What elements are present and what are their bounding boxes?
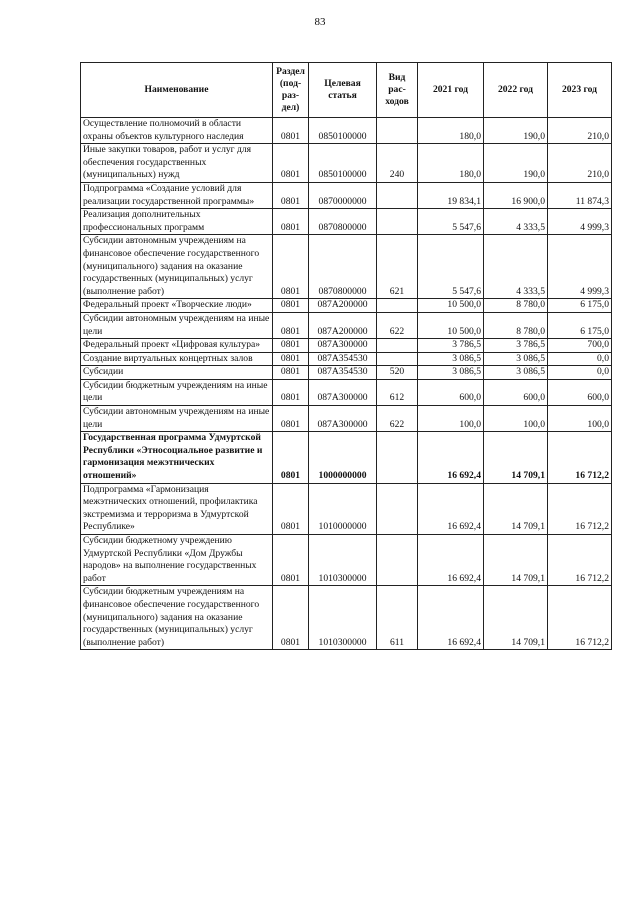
cell-name: Федеральный проект «Творческие люди» <box>81 299 273 313</box>
cell-target: 087A200000 <box>309 299 377 313</box>
cell-2023: 100,0 <box>548 406 612 432</box>
cell-kind <box>377 339 418 353</box>
table-header-row <box>81 63 612 118</box>
cell-2021: 180,0 <box>418 144 484 183</box>
cell-2023: 700,0 <box>548 339 612 353</box>
cell-target: 087A354530 <box>309 352 377 366</box>
cell-2021: 10 500,0 <box>418 312 484 338</box>
cell-target: 0850100000 <box>309 118 377 144</box>
cell-target: 1000000000 <box>309 432 377 483</box>
cell-2023: 16 712,2 <box>548 586 612 650</box>
cell-name: Подпрограмма «Создание условий для реализации государственной программы» <box>81 182 273 208</box>
cell-section: 0801 <box>273 379 309 405</box>
cell-name: Субсидии бюджетному учреждению Удмуртской Республики «Дом Дружбы народов» на выполнение государственных работ <box>81 535 273 586</box>
cell-2021: 5 547,6 <box>418 235 484 299</box>
cell-2021: 5 547,6 <box>418 209 484 235</box>
table-row <box>81 339 612 353</box>
cell-section: 0801 <box>273 299 309 313</box>
cell-section: 0801 <box>273 144 309 183</box>
cell-2021: 3 086,5 <box>418 352 484 366</box>
cell-2023: 4 999,3 <box>548 235 612 299</box>
cell-2023: 16 712,2 <box>548 535 612 586</box>
cell-kind: 622 <box>377 312 418 338</box>
cell-name: Субсидии автономным учреждениям на иные цели <box>81 312 273 338</box>
cell-2023: 16 712,2 <box>548 432 612 483</box>
cell-name: Осуществление полномочий в области охраны объектов культурного наследия <box>81 118 273 144</box>
cell-target: 0870800000 <box>309 209 377 235</box>
cell-2022: 14 709,1 <box>484 535 548 586</box>
table-row <box>81 209 612 235</box>
cell-2021: 16 692,4 <box>418 432 484 483</box>
header-kind: Вид рас-ходов <box>377 63 418 118</box>
table-row <box>81 432 612 483</box>
cell-target: 0870800000 <box>309 235 377 299</box>
cell-kind: 240 <box>377 144 418 183</box>
table-row <box>81 483 612 534</box>
table-row <box>81 118 612 144</box>
cell-section: 0801 <box>273 118 309 144</box>
table-row <box>81 144 612 183</box>
cell-2022: 3 786,5 <box>484 339 548 353</box>
cell-2022: 100,0 <box>484 406 548 432</box>
cell-name: Иные закупки товаров, работ и услуг для обеспечения государственных (муниципальных) нужд <box>81 144 273 183</box>
cell-2023: 0,0 <box>548 366 612 380</box>
cell-kind <box>377 182 418 208</box>
cell-2021: 100,0 <box>418 406 484 432</box>
cell-kind: 612 <box>377 379 418 405</box>
cell-target: 1010300000 <box>309 535 377 586</box>
cell-kind <box>377 118 418 144</box>
cell-2022: 14 709,1 <box>484 432 548 483</box>
cell-target: 087A300000 <box>309 406 377 432</box>
cell-2021: 600,0 <box>418 379 484 405</box>
cell-section: 0801 <box>273 209 309 235</box>
cell-section: 0801 <box>273 483 309 534</box>
cell-2023: 210,0 <box>548 118 612 144</box>
table-row <box>81 406 612 432</box>
cell-section: 0801 <box>273 406 309 432</box>
header-2021: 2021 год <box>418 63 484 118</box>
cell-name: Субсидии автономным учреждениям на финансовое обеспечение государственного (муниципального) задания на оказание государственных (муниципальных) услуг (выполнение работ) <box>81 235 273 299</box>
cell-section: 0801 <box>273 586 309 650</box>
header-2022: 2022 год <box>484 63 548 118</box>
cell-section: 0801 <box>273 352 309 366</box>
cell-2022: 190,0 <box>484 118 548 144</box>
cell-target: 087A200000 <box>309 312 377 338</box>
table-row <box>81 366 612 380</box>
cell-2022: 16 900,0 <box>484 182 548 208</box>
table-row <box>81 586 612 650</box>
cell-2023: 4 999,3 <box>548 209 612 235</box>
cell-kind: 621 <box>377 235 418 299</box>
cell-2022: 190,0 <box>484 144 548 183</box>
cell-2021: 3 086,5 <box>418 366 484 380</box>
cell-2021: 16 692,4 <box>418 483 484 534</box>
table-row <box>81 235 612 299</box>
cell-target: 087A300000 <box>309 339 377 353</box>
table-row <box>81 352 612 366</box>
cell-2023: 0,0 <box>548 352 612 366</box>
cell-kind: 622 <box>377 406 418 432</box>
cell-2023: 16 712,2 <box>548 483 612 534</box>
cell-2022: 3 086,5 <box>484 352 548 366</box>
cell-2022: 4 333,5 <box>484 235 548 299</box>
cell-2022: 8 780,0 <box>484 299 548 313</box>
page-number: 83 <box>314 16 326 28</box>
cell-2022: 14 709,1 <box>484 483 548 534</box>
cell-2021: 3 786,5 <box>418 339 484 353</box>
cell-section: 0801 <box>273 535 309 586</box>
cell-kind <box>377 535 418 586</box>
table-row <box>81 182 612 208</box>
cell-kind <box>377 352 418 366</box>
cell-2022: 4 333,5 <box>484 209 548 235</box>
cell-kind: 520 <box>377 366 418 380</box>
cell-name: Создание виртуальных концертных залов <box>81 352 273 366</box>
cell-target: 1010300000 <box>309 586 377 650</box>
cell-name: Федеральный проект «Цифровая культура» <box>81 339 273 353</box>
cell-name: Реализация дополнительных профессиональных программ <box>81 209 273 235</box>
cell-section: 0801 <box>273 312 309 338</box>
header-target: Целевая статья <box>309 63 377 118</box>
cell-name: Подпрограмма «Гармонизация межэтнических отношений, профилактика экстремизма и терроризма в Удмуртской Республике» <box>81 483 273 534</box>
cell-kind <box>377 432 418 483</box>
cell-target: 087A300000 <box>309 379 377 405</box>
cell-kind <box>377 209 418 235</box>
cell-name: Субсидии автономным учреждениям на иные цели <box>81 406 273 432</box>
table-row <box>81 299 612 313</box>
cell-2021: 16 692,4 <box>418 586 484 650</box>
cell-2022: 8 780,0 <box>484 312 548 338</box>
cell-name: Государственная программа Удмуртской Республики «Этносоциальное развитие и гармонизация межэтнических отношений» <box>81 432 273 483</box>
cell-2023: 6 175,0 <box>548 312 612 338</box>
cell-target: 1010000000 <box>309 483 377 534</box>
cell-kind <box>377 483 418 534</box>
cell-section: 0801 <box>273 182 309 208</box>
table-row <box>81 535 612 586</box>
cell-kind: 611 <box>377 586 418 650</box>
cell-section: 0801 <box>273 235 309 299</box>
cell-section: 0801 <box>273 339 309 353</box>
cell-name: Субсидии бюджетным учреждениям на финансовое обеспечение государственного (муниципального) задания на оказание государственных (муниципальных) услуг (выполнение работ) <box>81 586 273 650</box>
cell-target: 0870000000 <box>309 182 377 208</box>
cell-2023: 6 175,0 <box>548 299 612 313</box>
cell-2023: 11 874,3 <box>548 182 612 208</box>
header-2023: 2023 год <box>548 63 612 118</box>
cell-2021: 180,0 <box>418 118 484 144</box>
cell-2023: 600,0 <box>548 379 612 405</box>
cell-2021: 10 500,0 <box>418 299 484 313</box>
budget-table <box>80 62 612 650</box>
cell-2021: 16 692,4 <box>418 535 484 586</box>
cell-2023: 210,0 <box>548 144 612 183</box>
cell-section: 0801 <box>273 366 309 380</box>
cell-2021: 19 834,1 <box>418 182 484 208</box>
cell-2022: 3 086,5 <box>484 366 548 380</box>
cell-name: Субсидии <box>81 366 273 380</box>
cell-name: Субсидии бюджетным учреждениям на иные цели <box>81 379 273 405</box>
header-section: Раздел (под-раз-дел) <box>273 63 309 118</box>
cell-2022: 600,0 <box>484 379 548 405</box>
cell-target: 0850100000 <box>309 144 377 183</box>
cell-target: 087A354530 <box>309 366 377 380</box>
table-row <box>81 379 612 405</box>
cell-kind <box>377 299 418 313</box>
header-name: Наименование <box>81 63 273 118</box>
table-row <box>81 312 612 338</box>
cell-section: 0801 <box>273 432 309 483</box>
cell-2022: 14 709,1 <box>484 586 548 650</box>
